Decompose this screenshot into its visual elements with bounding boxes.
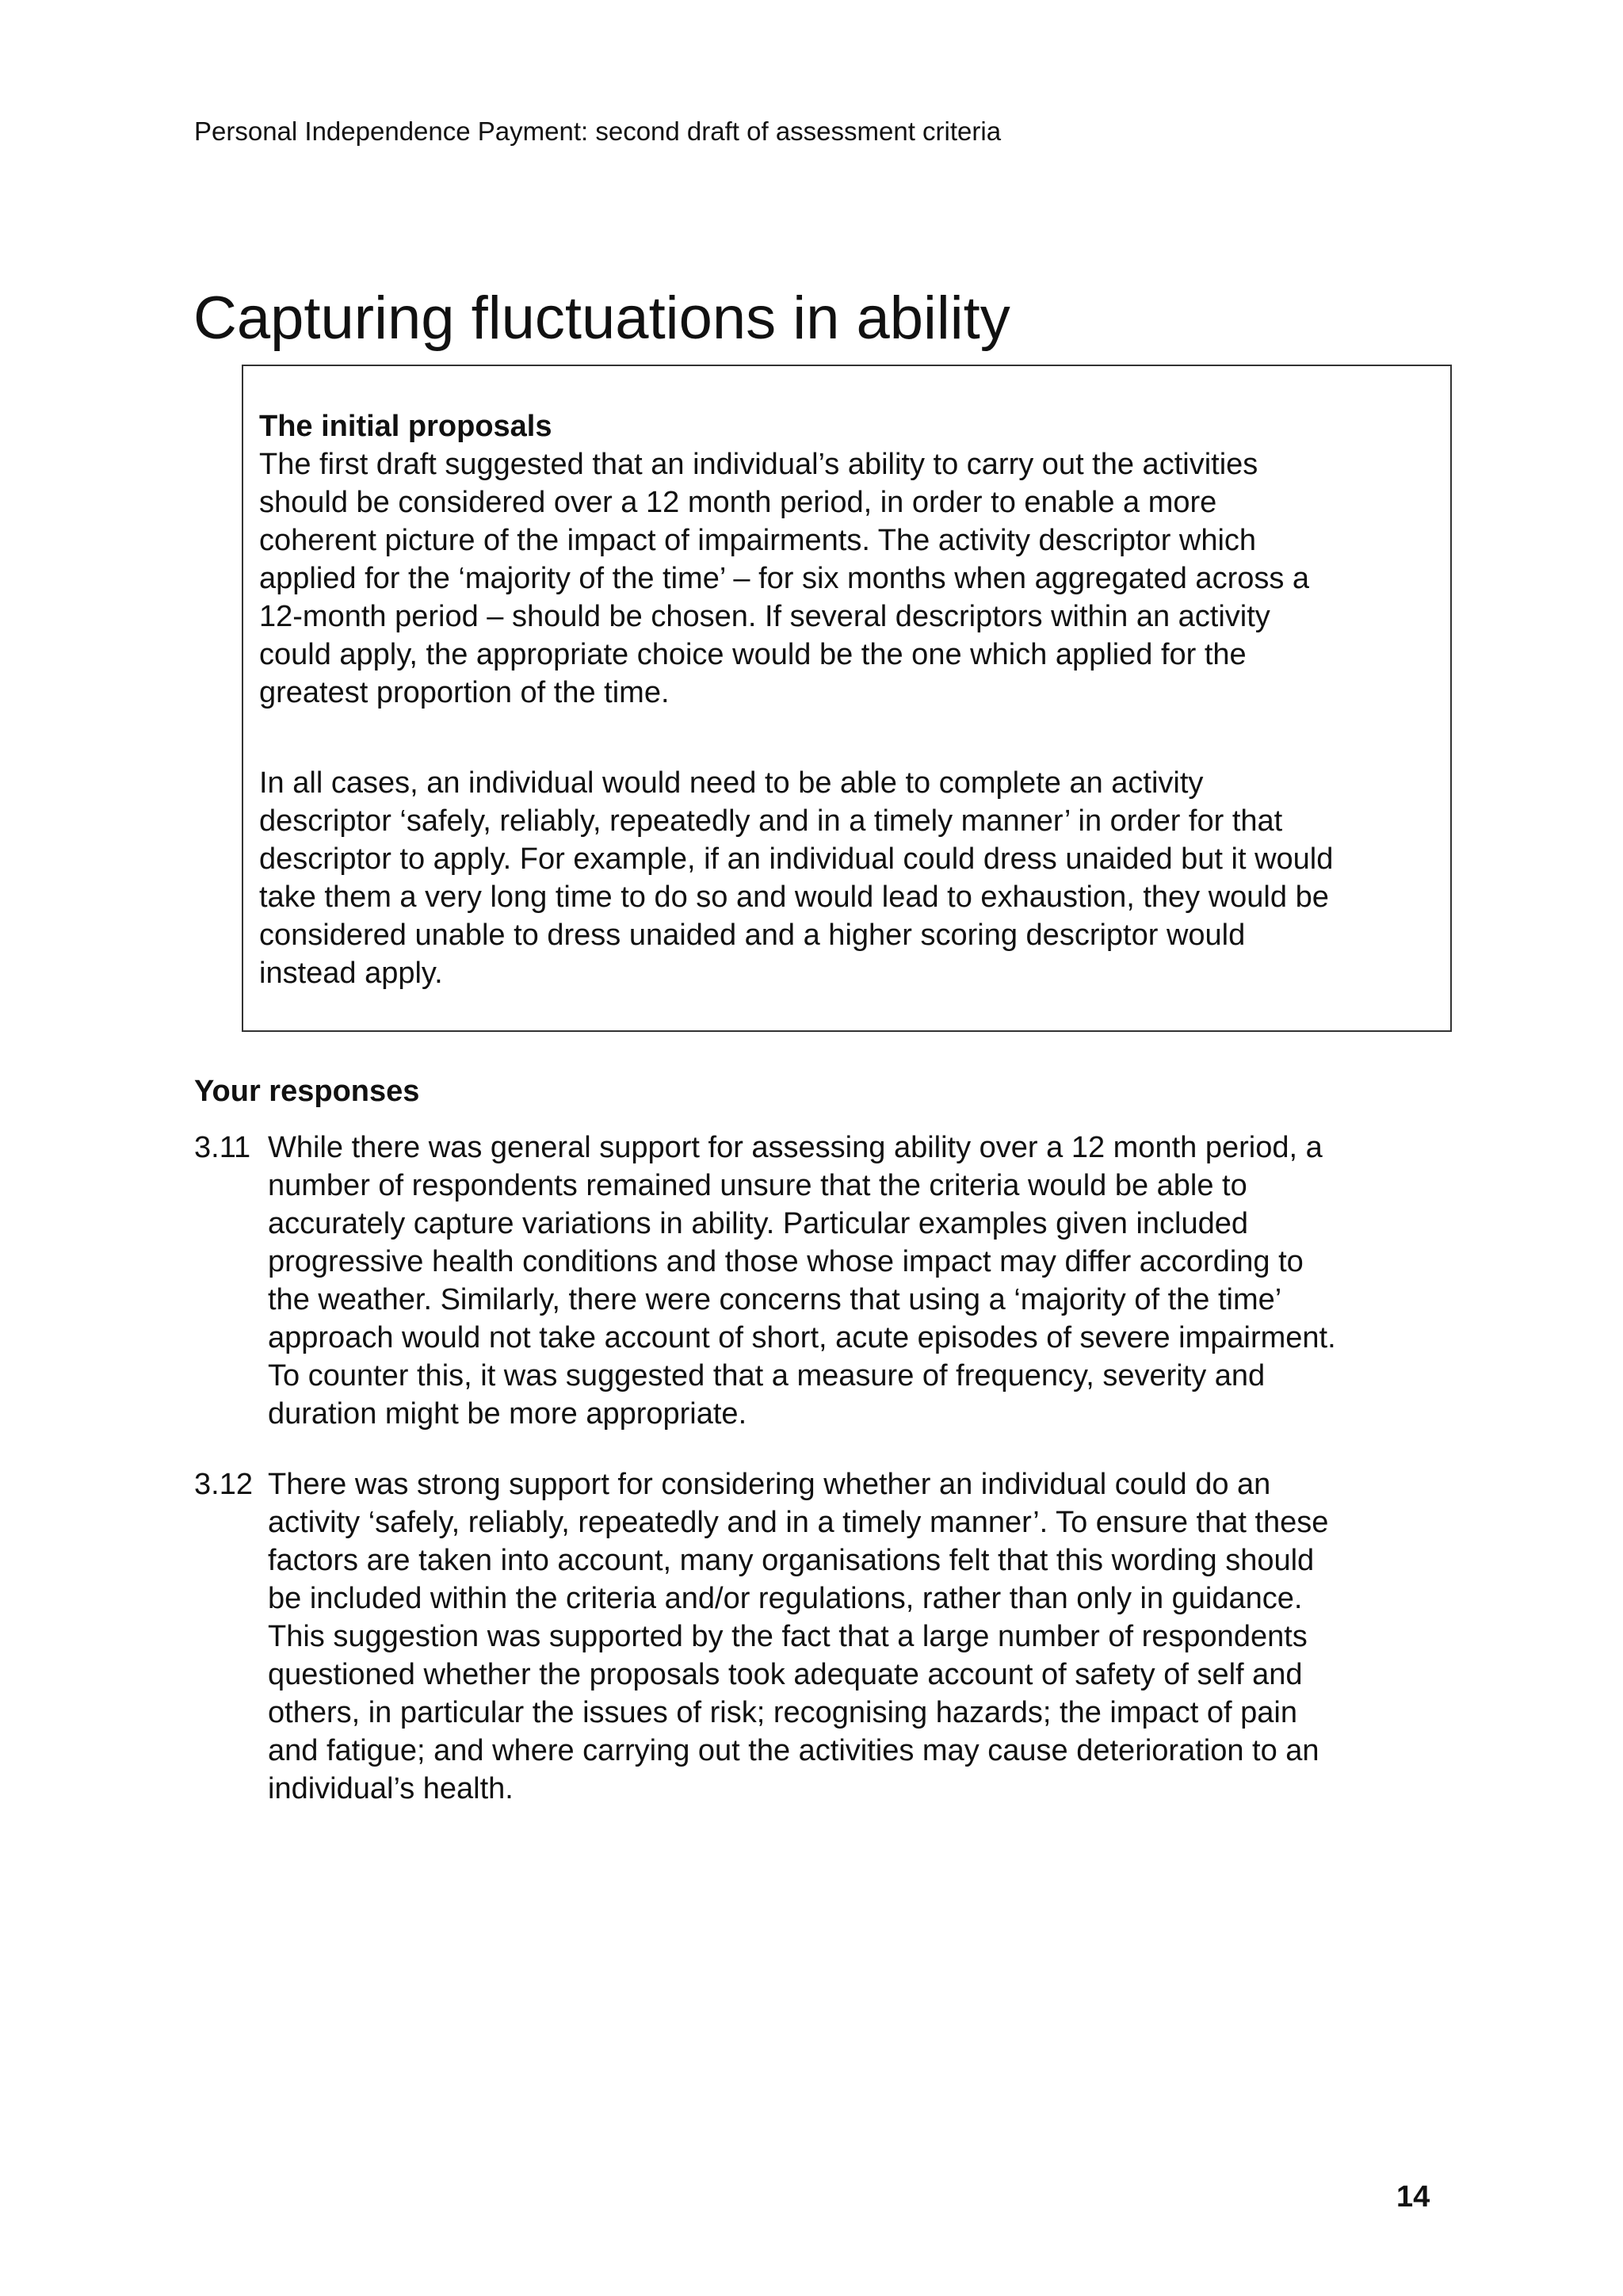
text-line: and fatigue; and where carrying out the activities may cause deterioration to an <box>268 1734 1319 1767</box>
page-number: 14 <box>1396 2180 1430 2214</box>
text-line: In all cases, an individual would need to be able to complete an activity <box>259 766 1204 800</box>
text-line: descriptor ‘safely, reliably, repeatedly and in a timely manner’ in order for that <box>259 804 1283 838</box>
text-line: While there was general support for assessing ability over a 12 month period, a <box>268 1131 1323 1164</box>
text-line: the weather. Similarly, there were concerns that using a ‘majority of the time’ <box>268 1283 1282 1316</box>
text-line: questioned whether the proposals took adequate account of safety of self and <box>268 1658 1303 1691</box>
text-line: 12-month period – should be chosen. If several descriptors within an activity <box>259 600 1270 633</box>
text-line: applied for the ‘majority of the time’ – for six months when aggregated across a <box>259 562 1310 595</box>
text-line: individual’s health. <box>268 1772 514 1805</box>
text-line: accurately capture variations in ability. Particular examples given included <box>268 1207 1249 1240</box>
running-header: Personal Independence Payment: second draft of assessment criteria <box>194 117 1002 146</box>
text-line: duration might be more appropriate. <box>268 1397 747 1431</box>
initial-proposals-heading: The initial proposals <box>259 410 552 443</box>
text-line: take them a very long time to do so and would lead to exhaustion, they would be <box>259 881 1329 914</box>
your-responses-heading: Your responses <box>194 1075 420 1108</box>
text-line: factors are taken into account, many organisations felt that this wording should <box>268 1544 1315 1577</box>
paragraph-number: 3.11 <box>194 1131 251 1164</box>
text-line: progressive health conditions and those whose impact may differ according to <box>268 1245 1304 1278</box>
text-line: The first draft suggested that an individual’s ability to carry out the activities <box>259 448 1258 481</box>
text-line: This suggestion was supported by the fact that a large number of respondents <box>268 1620 1308 1653</box>
text-line: could apply, the appropriate choice would be the one which applied for the <box>259 638 1247 671</box>
text-line: There was strong support for considering whether an individual could do an <box>268 1468 1271 1501</box>
text-line: activity ‘safely, reliably, repeatedly and in a timely manner’. To ensure that these <box>268 1506 1329 1539</box>
page-title: Capturing fluctuations in ability <box>193 285 1010 352</box>
text-line: descriptor to apply. For example, if an individual could dress unaided but it would <box>259 842 1334 876</box>
text-line: coherent picture of the impact of impairments. The activity descriptor which <box>259 524 1257 557</box>
text-line: considered unable to dress unaided and a higher scoring descriptor would <box>259 919 1246 952</box>
text-line: approach would not take account of short, acute episodes of severe impairment. <box>268 1321 1336 1354</box>
text-line: should be considered over a 12 month period, in order to enable a more <box>259 486 1217 519</box>
text-line: To counter this, it was suggested that a measure of frequency, severity and <box>268 1359 1266 1392</box>
text-line: instead apply. <box>259 957 443 990</box>
text-line: number of respondents remained unsure that the criteria would be able to <box>268 1169 1247 1202</box>
initial-proposals-box <box>242 365 1452 1032</box>
text-line: others, in particular the issues of risk; recognising hazards; the impact of pain <box>268 1696 1297 1729</box>
text-line: greatest proportion of the time. <box>259 676 670 709</box>
paragraph-number: 3.12 <box>194 1468 253 1501</box>
text-line: be included within the criteria and/or regulations, rather than only in guidance. <box>268 1582 1303 1615</box>
